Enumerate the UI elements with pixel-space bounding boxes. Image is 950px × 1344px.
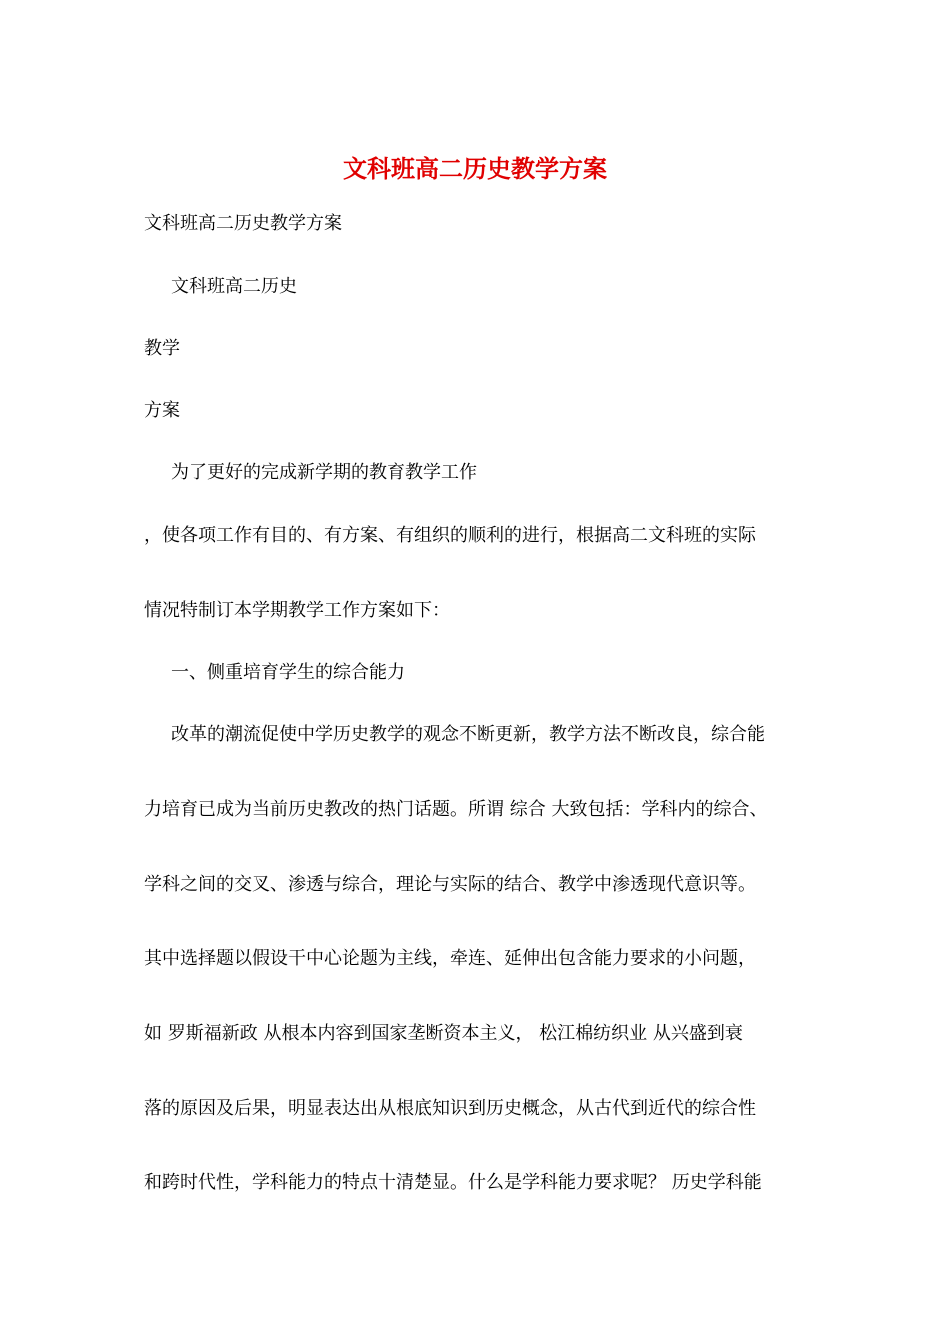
document-title: 文科班高二历史教学方案 — [343, 154, 607, 183]
subtitle-line: 文科班高二历史教学方案 — [144, 213, 342, 234]
paragraph-line: 学科之间的交叉、渗透与综合，理论与实际的结合、教学中渗透现代意识等。 — [144, 874, 756, 895]
paragraph-line: 其中选择题以假设干中心论题为主线，牵连、延伸出包含能力要求的小问题， — [144, 948, 756, 969]
paragraph-line: 力培育已成为当前历史教改的热门话题。所谓 综合 大致包括：学科内的综合、 — [144, 799, 768, 820]
text-line: 教学 — [144, 338, 180, 359]
paragraph-line: 落的原因及后果，明显表达出从根底知识到历史概念，从古代到近代的综合性 — [144, 1098, 756, 1119]
paragraph-line: ，使各项工作有目的、有方案、有组织的顺利的进行，根据高二文科班的实际 — [144, 525, 756, 546]
paragraph-line: 为了更好的完成新学期的教育教学工作 — [171, 462, 477, 483]
text-line: 文科班高二历史 — [171, 276, 297, 297]
text-line: 方案 — [144, 400, 180, 421]
paragraph-line: 情况特制订本学期教学工作方案如下： — [144, 600, 450, 621]
section-heading: 一、侧重培育学生的综合能力 — [171, 662, 405, 683]
paragraph-line: 和跨时代性，学科能力的特点十清楚显。什么是学科能力要求呢？ 历史学科能 — [144, 1172, 762, 1193]
paragraph-line: 改革的潮流促使中学历史教学的观念不断更新，教学方法不断改良，综合能 — [171, 724, 765, 745]
paragraph-line: 如 罗斯福新政 从根本内容到国家垄断资本主义， 松江棉纺织业 从兴盛到衰 — [144, 1023, 743, 1044]
